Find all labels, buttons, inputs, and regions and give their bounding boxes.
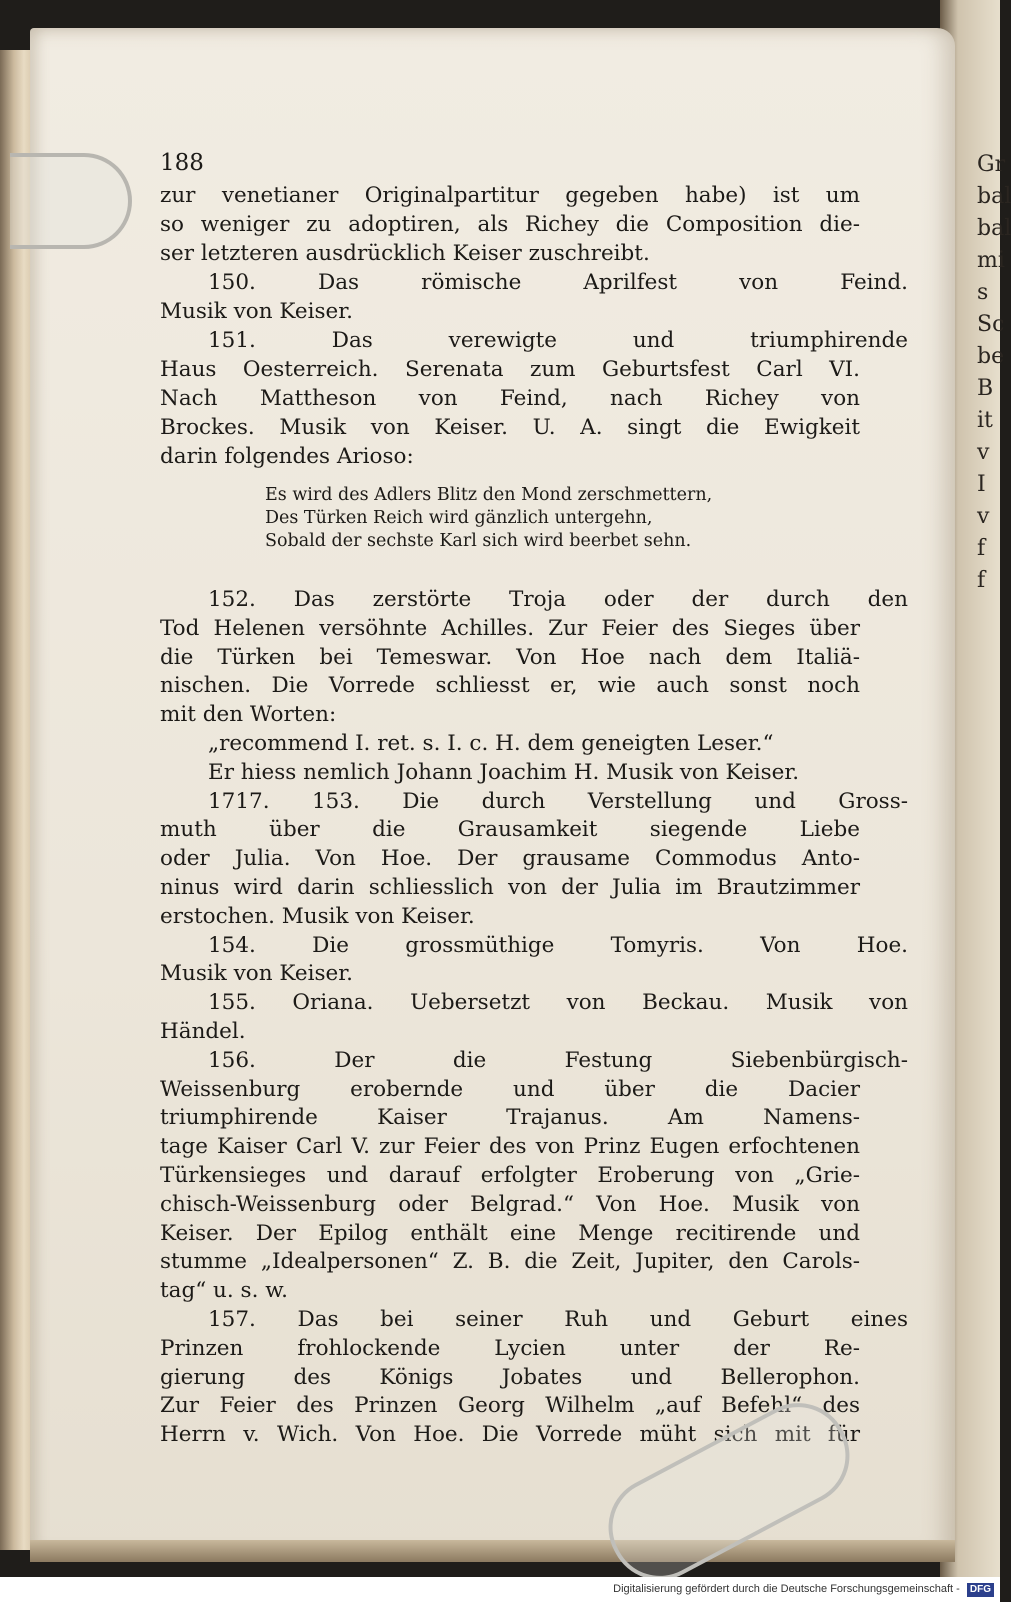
verse-line: Des Türken Reich wird gänzlich untergehn, <box>265 508 653 528</box>
text-line: ninus wird darin schliesslich von der Julia im Brautzimmer <box>160 875 860 900</box>
text-line: gierung des Königs Jobates und Bellerophon. <box>160 1364 860 1390</box>
verse-line: Sobald der sechste Karl sich wird beerbet sehn. <box>265 531 692 551</box>
text-line: Nach Mattheson von Feind, nach Richey von <box>160 386 860 411</box>
text-line: ser letzteren ausdrücklich Keiser zuschreibt. <box>160 241 650 266</box>
text-line: Händel. <box>160 1019 246 1044</box>
facing-page-fragment: bal <box>977 184 1011 209</box>
facing-page-fragment: mi <box>977 248 1005 273</box>
facing-page-fragment: bal <box>977 216 1011 241</box>
facing-page-fragment: Gr <box>977 152 1006 177</box>
text-line: 156. Der die Festung Siebenbürgisch- <box>208 1047 908 1073</box>
facing-page-text <box>977 150 1011 598</box>
text-line: 150. Das römische Aprilfest von Feind. <box>208 270 908 295</box>
facing-page-fragment: v <box>977 440 990 465</box>
facing-page-fragment: Sc <box>977 312 1005 337</box>
text-line: stumme „Idealpersonen“ Z. B. die Zeit, Jupiter, den Carols- <box>160 1249 860 1275</box>
text-line: Zur Feier des Prinzen Georg Wilhelm „auf Befehl“ des <box>160 1393 860 1419</box>
page-number: 188 <box>160 150 204 176</box>
text-line: so weniger zu adoptiren, als Richey die Composition die- <box>160 212 860 237</box>
text-line: 157. Das bei seiner Ruh und Geburt eines <box>208 1307 908 1332</box>
facing-page-fragment: I <box>977 472 986 497</box>
paper-clip-icon <box>10 153 132 249</box>
text-line: nischen. Die Vorrede schliesst er, wie auch sonst noch <box>160 673 860 699</box>
page-edge-bottom <box>30 1540 955 1562</box>
facing-page-fragment: B <box>977 376 994 401</box>
text-line: 151. Das verewigte und triumphirende <box>208 328 908 353</box>
text-line: die Türken bei Temeswar. Von Hoe nach dem Italiä- <box>160 644 860 670</box>
text-line: Türkensieges und darauf erfolgter Eroberung von „Grie- <box>160 1163 860 1188</box>
text-line: oder Julia. Von Hoe. Der grausame Commodus Anto- <box>160 846 860 872</box>
text-line: erstochen. Musik von Keiser. <box>160 903 475 929</box>
text-line: darin folgendes Arioso: <box>160 444 414 469</box>
text-line: Tod Helenen versöhnte Achilles. Zur Feier des Sieges über <box>160 615 860 641</box>
text-line: tag“ u. s. w. <box>160 1278 288 1304</box>
facing-page-fragment: f <box>977 536 986 561</box>
text-line: „recommend I. ret. s. I. c. H. dem geneigten Leser.“ <box>208 731 774 756</box>
text-line: triumphirende Kaiser Trajanus. Am Namens- <box>160 1105 860 1131</box>
text-line: Brockes. Musik von Keiser. U. A. singt die Ewigkeit <box>160 415 860 440</box>
dfg-logo: DFG <box>967 1583 994 1597</box>
facing-page-fragment: it <box>977 408 993 433</box>
text-line: 152. Das zerstörte Troja oder der durch den <box>208 587 908 612</box>
footer-text: Digitalisierung gefördert durch die Deutsche Forschungsgemeinschaft - <box>613 1583 960 1595</box>
facing-page-fragment: be <box>977 344 1005 369</box>
digitization-footer <box>0 1577 1000 1602</box>
text-line: zur venetianer Originalpartitur gegeben habe) ist um <box>160 183 860 208</box>
text-line: Prinzen frohlockende Lycien unter der Re- <box>160 1335 860 1361</box>
text-line: Herrn v. Wich. Von Hoe. Die Vorrede müht sich mit für <box>160 1422 860 1448</box>
page-edge-left <box>0 50 34 1550</box>
text-line: chisch-Weissenburg oder Belgrad.“ Von Hoe. Musik von <box>160 1191 860 1217</box>
facing-page-fragment: f <box>977 568 986 593</box>
text-line: 154. Die grossmüthige Tomyris. Von Hoe. <box>208 932 908 958</box>
text-line: Er hiess nemlich Johann Joachim H. Musik von Keiser. <box>208 759 800 785</box>
text-line: Weissenburg erobernde und über die Dacier <box>160 1076 860 1102</box>
facing-page-fragment: s <box>977 280 989 305</box>
arioso-verse <box>265 484 712 553</box>
text-line: Keiser. Der Epilog enthält eine Menge recitirende und <box>160 1220 860 1246</box>
text-line: muth über die Grausamkeit siegende Liebe <box>160 817 860 843</box>
text-line: 1717. 153. Die durch Verstellung und Gross- <box>208 788 908 814</box>
text-line: mit den Worten: <box>160 702 337 728</box>
text-line: Musik von Keiser. <box>160 961 353 987</box>
verse-line: Es wird des Adlers Blitz den Mond zerschmettern, <box>265 485 713 505</box>
text-line: Musik von Keiser. <box>160 299 353 324</box>
facing-page-fragment: v <box>977 504 990 529</box>
text-line: Haus Oesterreich. Serenata zum Geburtsfest Carl VI. <box>160 357 860 382</box>
text-line: tage Kaiser Carl V. zur Feier des von Prinz Eugen erfochtenen <box>160 1134 860 1160</box>
text-line: 155. Oriana. Uebersetzt von Beckau. Musik von <box>208 990 908 1016</box>
